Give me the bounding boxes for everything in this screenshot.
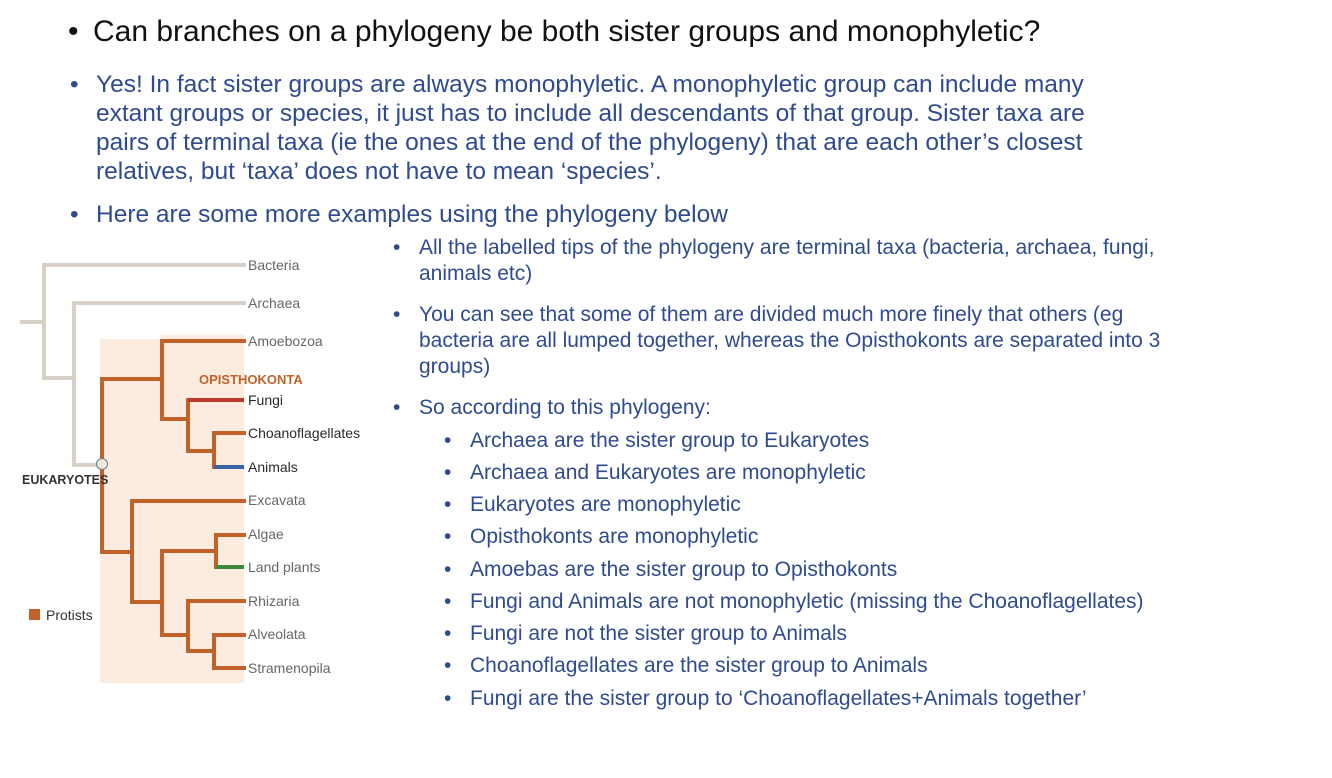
- taxon-label: Algae: [248, 526, 284, 542]
- taxon-label: Alveolata: [248, 626, 306, 642]
- point-line: groups): [419, 355, 491, 378]
- conclusion-item: [444, 428, 869, 454]
- conclusion-text: Archaea are the sister group to Eukaryotes: [470, 429, 870, 452]
- bullet-dot: •: [444, 429, 452, 452]
- taxon-label: Amoebozoa: [248, 333, 323, 349]
- point-terminal-taxa: [393, 235, 1154, 287]
- bullet-dot: •: [393, 396, 401, 419]
- bullet-dot: •: [444, 461, 452, 484]
- bullet-dot: •: [444, 654, 452, 677]
- taxon-label: Archaea: [248, 295, 301, 311]
- intro-text: Here are some more examples using the phylogeny below: [96, 201, 728, 228]
- bullet-dot: •: [444, 558, 452, 581]
- conclusion-text: Archaea and Eukaryotes are monophyletic: [470, 461, 866, 484]
- slide-title: [68, 15, 1040, 49]
- conclusion-item: [444, 589, 1144, 615]
- point-line: animals etc): [419, 262, 533, 285]
- taxon-label: Rhizaria: [248, 593, 300, 609]
- conclusion-item: [444, 524, 758, 550]
- answer-line: pairs of terminal taxa (ie the ones at the end of the phylogeny) that are each other’s closest: [96, 129, 1083, 156]
- intro-bullet: [70, 200, 728, 229]
- bullet-dot: •: [70, 201, 79, 228]
- point-resolution: [393, 302, 1160, 380]
- conclusion-item: [444, 492, 741, 518]
- conclusion-item: [444, 621, 847, 647]
- conclusion-text: Choanoflagellates are the sister group to Animals: [470, 654, 928, 677]
- conclusion-item: [444, 686, 1087, 712]
- point-line: You can see that some of them are divided much more finely that others (eg: [419, 303, 1124, 326]
- taxon-label: Fungi: [248, 392, 284, 408]
- answer-line: extant groups or species, it just has to include all descendants of that group. Sister taxa are: [96, 100, 1085, 127]
- point-line: So according to this phylogeny:: [419, 396, 711, 419]
- title-text: Can branches on a phylogeny be both sister groups and monophyletic?: [93, 15, 1041, 48]
- taxon-label: Animals: [248, 459, 298, 475]
- conclusion-text: Fungi and Animals are not monophyletic (missing the Choanoflagellates): [470, 590, 1144, 613]
- point-line: All the labelled tips of the phylogeny are terminal taxa (bacteria, archaea, fungi,: [419, 236, 1155, 259]
- bullet-dot: •: [444, 590, 452, 613]
- phylogeny-tree: [0, 235, 390, 705]
- taxon-label: Excavata: [248, 492, 306, 508]
- bullet-dot: •: [393, 236, 401, 259]
- conclusion-text: Fungi are the sister group to ‘Choanoflagellates+Animals together’: [470, 687, 1087, 710]
- point-line: bacteria are all lumped together, whereas the Opisthokonts are separated into 3: [419, 329, 1161, 352]
- taxon-label: Bacteria: [248, 257, 300, 273]
- protists-legend-swatch: [29, 609, 40, 620]
- conclusion-text: Opisthokonts are monophyletic: [470, 525, 759, 548]
- point-according: [393, 395, 711, 421]
- bullet-dot: •: [444, 525, 452, 548]
- conclusion-item: [444, 653, 928, 679]
- opisthokonta-label: OPISTHOKONTA: [199, 372, 303, 387]
- bullet-dot: •: [393, 303, 401, 326]
- conclusion-item: [444, 557, 897, 583]
- answer-line: Yes! In fact sister groups are always monophyletic. A monophyletic group can include many: [96, 71, 1084, 98]
- conclusion-text: Amoebas are the sister group to Opisthokonts: [470, 558, 898, 581]
- taxon-label: Stramenopila: [248, 660, 331, 676]
- bullet-dot: •: [444, 493, 452, 516]
- eukaryote-node: [97, 459, 108, 470]
- conclusion-text: Fungi are not the sister group to Animals: [470, 622, 848, 645]
- bullet-dot: •: [68, 15, 79, 48]
- answer-line: relatives, but ‘taxa’ does not have to mean ‘species’.: [96, 158, 662, 185]
- answer-paragraph: [70, 70, 1085, 186]
- conclusion-item: [444, 460, 866, 486]
- conclusion-text: Eukaryotes are monophyletic: [470, 493, 741, 516]
- taxon-label: Choanoflagellates: [248, 425, 361, 441]
- bullet-dot: •: [444, 622, 452, 645]
- taxon-label: Land plants: [248, 559, 321, 575]
- eukaryotes-label: EUKARYOTES: [22, 473, 109, 487]
- bullet-dot: •: [444, 687, 452, 710]
- protists-legend-label: Protists: [46, 607, 93, 623]
- eukaryote-clade-shade: [100, 335, 244, 683]
- bullet-dot: •: [70, 71, 79, 98]
